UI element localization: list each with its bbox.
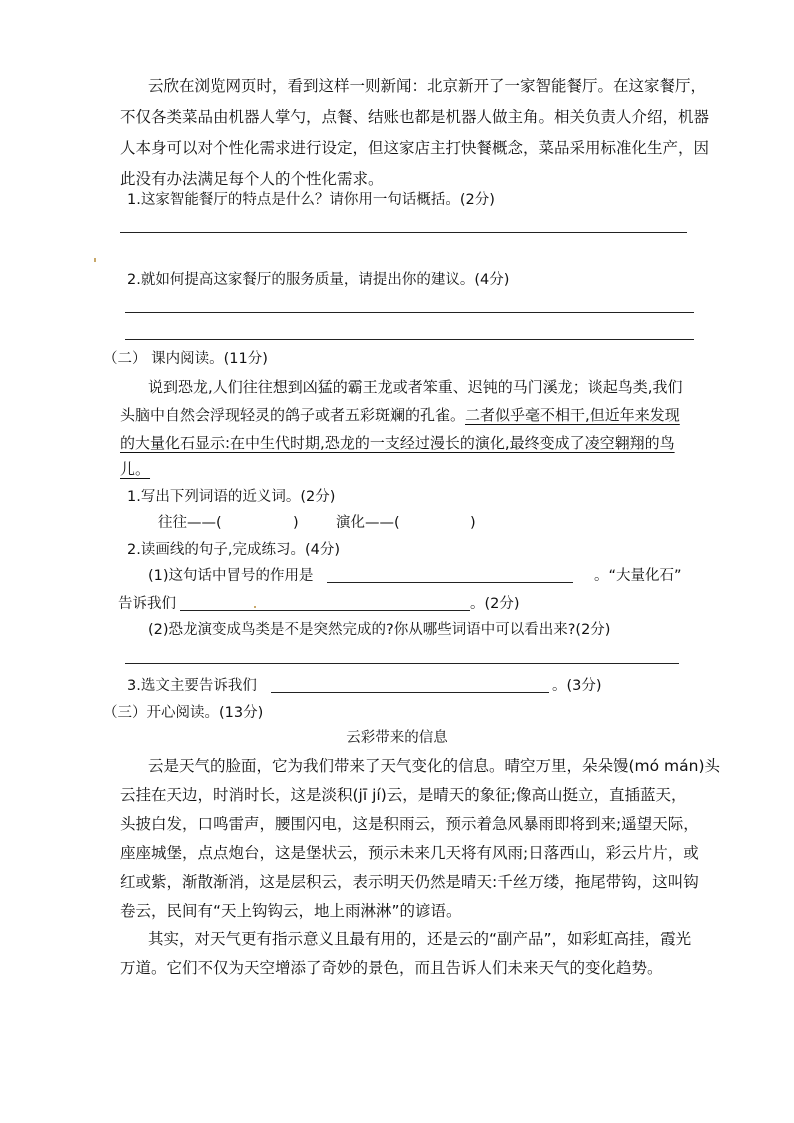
passage-line: 云是天气的脸面，它为我们带来了天气变化的信息。晴空万里，朵朵馒(mó mán)头 <box>148 757 721 775</box>
section2-question-1: 1.写出下列词语的近义词。(2分) <box>127 489 336 505</box>
answer-line[interactable] <box>125 663 679 664</box>
synonym-item-2: 演化——( <box>336 515 400 531</box>
section2-heading: （二） 课内阅读。(11分) <box>103 351 268 367</box>
section2-question-2-sub-1-tail: 。“大量化石” <box>594 568 682 584</box>
passage-line: 座座城堡，点点炮台，这是堡状云，预示未来几天将有风雨;日落西山，彩云片片，或 <box>120 844 699 862</box>
stray-mark <box>94 258 96 262</box>
news-line-3: 人本身可以对个性化需求进行设定，但这家店主打快餐概念，菜品采用标准化生产，因 <box>120 139 710 157</box>
section2-question-2-sub-1-line-2: 告诉我们 <box>118 596 176 612</box>
section3-heading: （三）开心阅读。(13分) <box>103 705 264 721</box>
section2-line-2-text: 头脑中自然会浮现轻灵的鸽子或者五彩斑斓的孔雀。 <box>120 406 466 424</box>
section2-line-2 <box>120 405 680 425</box>
passage-line: 头披白发，口鸣雷声，腰围闪电，这是积雨云，预示着急风暴雨即将到来;遥望天际， <box>120 815 699 833</box>
passage-line: 卷云，民间有“天上钩钩云，地上雨淋淋”的谚语。 <box>120 902 462 920</box>
answer-line[interactable] <box>125 312 694 313</box>
synonym-item-1: 往往——( <box>158 515 222 531</box>
passage-line: 云挂在天边，时消时长，这是淡积(jī jí)云，是晴天的象征;像高山挺立，直插蓝天， <box>120 786 687 804</box>
underlined-sentence: 的大量化石显示:在中生代时期,恐龙的一支经过漫长的演化,最终变成了凌空翱翔的鸟 <box>120 434 675 452</box>
answer-blank[interactable] <box>327 582 573 583</box>
section2-question-2-sub-2: (2)恐龙演变成鸟类是不是突然完成的?你从哪些词语中可以看出来?(2分) <box>148 622 611 638</box>
passage-line: 万道。它们不仅为天空增添了奇妙的景色，而且告诉人们未来天气的变化趋势。 <box>120 959 663 977</box>
section2-question-3: 3.选文主要告诉我们 <box>127 678 257 694</box>
passage-line: 红或紫，渐散渐消，这是层积云，表示明天仍然是晴天:千丝万缕，拖尾带钩，这叫钩 <box>120 873 699 891</box>
section2-question-2-sub-1: (1)这句话中冒号的作用是 <box>148 568 314 584</box>
section2-question-3-tail: 。(3分) <box>552 678 602 694</box>
stray-mark <box>254 606 256 608</box>
answer-blank[interactable] <box>180 610 470 611</box>
passage-title: 云彩带来的信息 <box>346 730 448 746</box>
news-line-1: 云欣在浏览网页时，看到这样一则新闻：北京新开了一家智能餐厅。在这家餐厅， <box>148 77 707 95</box>
section2-question-2: 2.读画线的句子,完成练习。(4分) <box>127 542 340 558</box>
section2-question-2-sub-1-line-2-tail: 。(2分) <box>470 596 520 612</box>
answer-line[interactable] <box>125 339 694 340</box>
underlined-sentence: 二者似乎毫不相干,但近年来发现 <box>465 406 680 424</box>
news-line-2: 不仅各类菜品由机器人掌勺，点餐、结账也都是机器人做主角。相关负责人介绍，机器 <box>120 108 710 126</box>
answer-blank[interactable] <box>271 692 549 693</box>
answer-line[interactable] <box>120 232 687 233</box>
passage-line: 其实，对天气更有指示意义且最有用的，还是云的“副产品”，如彩虹高挂，霞光 <box>148 930 692 948</box>
news-question-1: 1.这家智能餐厅的特点是什么？请你用一句话概括。(2分) <box>127 192 495 208</box>
news-question-2: 2.就如何提高这家餐厅的服务质量，请提出你的建议。(4分) <box>127 272 510 288</box>
news-line-4: 此没有办法满足每个人的个性化需求。 <box>120 170 384 188</box>
section2-line-1: 说到恐龙,人们往往想到凶猛的霸王龙或者笨重、迟钝的马门溪龙；谈起鸟类,我们 <box>148 378 683 396</box>
synonym-item-1-close: ) <box>293 515 299 531</box>
underlined-sentence: 儿。 <box>120 460 151 478</box>
synonym-item-2-close: ) <box>470 515 476 531</box>
